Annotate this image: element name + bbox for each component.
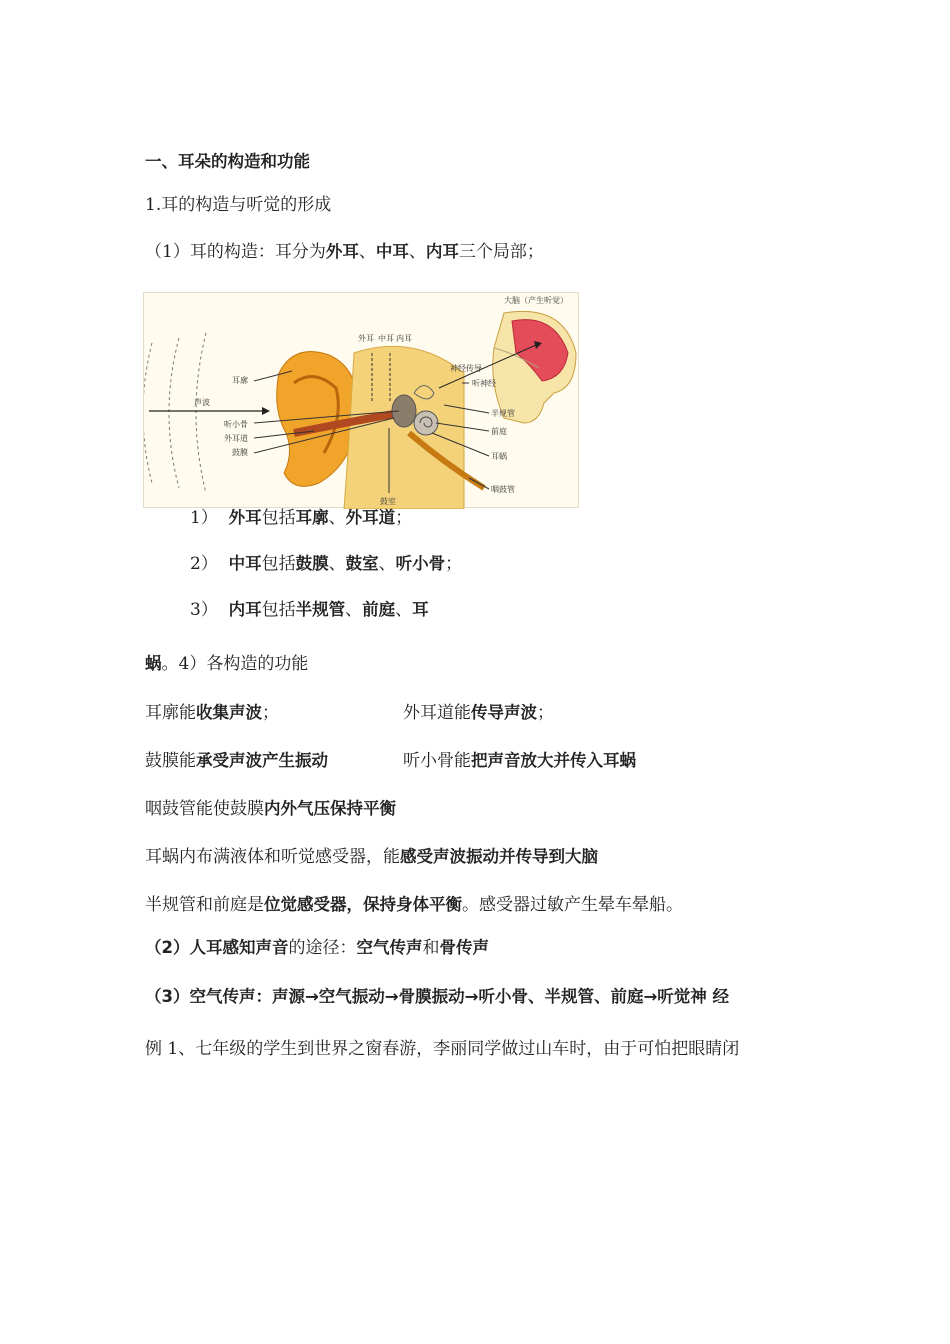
text-bold: 半规管 [295,600,346,619]
text: 、 [378,554,396,574]
text-bold: 内外气压保持平衡 [264,799,396,818]
text: 、 [328,508,346,528]
text: 外耳道能 [403,703,471,723]
text-bold: 位觉感受器，保持身体平衡 [264,895,462,914]
text: 。4）各构造的功能 [161,654,309,674]
text: 耳廓能 [145,703,196,723]
text: 、 [328,554,346,574]
sound-pathway-line [145,936,489,960]
text: 、 [395,600,413,620]
text: 鼓膜能 [145,751,196,771]
text: 包括 [261,554,296,574]
label-cochlea: 耳蜗 [491,452,507,461]
label-middle-ear: 中耳 [378,334,394,343]
text: 、 [345,600,363,620]
text: 听小骨能 [403,751,471,771]
text: 咽鼓管能使鼓膜 [145,799,264,819]
text-bold: 内耳 [425,242,459,261]
text: ； [262,703,279,723]
function-ossicles [403,749,636,773]
subheading: 1.耳的构造与听觉的形成 [145,195,332,215]
function-semicircular [145,893,683,917]
label-eardrum: 鼓膜 [232,448,248,457]
text-bold: 感受声波振动并传导到大脑 [400,847,598,866]
text-bold: 听小骨 [395,554,446,573]
text-bold: 鼓室 [345,554,379,573]
label-inner-ear: 内耳 [396,334,412,343]
text-bold: 把声音放大并传入耳蜗 [471,751,636,770]
text-bold: 外耳 [325,242,359,261]
text-bold: 骨传声 [439,938,489,957]
text-bold: 传导声波 [471,703,537,722]
label-vestibule: 前庭 [491,427,507,436]
section-heading: 一、耳朵的构造和功能 [145,152,310,171]
text-bold: 内耳 [228,600,262,619]
item-number: 2） [190,554,218,574]
text: 半规管和前庭是 [145,895,264,915]
label-nerve-transmission: 神经传导 [450,364,482,373]
text-bold: 空气传声 [356,938,423,957]
text: 、 [408,242,426,262]
text-bold: 外耳 [228,508,262,527]
text: ； [445,554,463,574]
text: （1）耳的构造：耳分为 [145,242,326,262]
text-bold: 中耳 [228,554,262,573]
function-ear-canal [403,701,554,725]
label-auditory-nerve: 听神经 [472,379,496,388]
label-soundwave: 声波 [194,398,210,407]
label-brain: 大脑（产生听觉） [504,296,568,305]
example-line: 例 1、七年级的学生到世界之窗春游，李丽同学做过山车时，由于可怕把眼睛闭 [145,1039,740,1059]
list-item [190,598,429,622]
text-bold: 前庭 [362,600,396,619]
cochlea-continuation-line [145,652,308,676]
text: 。感受器过敏产生晕车晕船。 [462,895,683,915]
label-tympanic-cavity: 鼓室 [380,497,396,506]
item-number: 1） [190,508,218,528]
text: 耳蜗内布满液体和听觉感受器，能 [145,847,400,867]
text-bold: （2）人耳感知声音 [145,938,289,957]
text: ； [395,508,413,528]
function-auricle [145,701,279,725]
text: ； [537,703,554,723]
text-bold: 外耳道 [345,508,396,527]
function-eustachian [145,797,396,821]
list-item [190,552,462,576]
air-conduction-line: （3）空气传声：声源→空气振动→骨膜振动→听小骨、半规管、前庭→听觉神 经 [145,987,730,1006]
text-bold: 承受声波产生振动 [196,751,328,770]
text-bold: 鼓膜 [295,554,329,573]
label-semicircular-canals: 半规管 [491,409,515,418]
text-bold: 耳 [412,600,429,619]
text: 包括 [261,508,296,528]
text-bold: 收集声波 [196,703,262,722]
label-outer-ear: 外耳 [358,334,374,343]
text: 的途径： [288,938,357,958]
ear-structure-line [145,240,544,264]
label-ossicles: 听小骨 [224,420,248,429]
label-auricle: 耳廓 [232,376,248,385]
function-cochlea [145,845,598,869]
text: 三个局部； [458,242,544,262]
text-bold: 蜗 [145,654,162,673]
item-number: 3） [190,600,218,620]
text-bold: 耳廓 [295,508,329,527]
function-eardrum [145,749,328,773]
ear-anatomy-figure [143,292,579,508]
ear-diagram [144,293,580,509]
text-bold: 中耳 [375,242,409,261]
list-item [190,506,412,530]
label-ear-canal: 外耳道 [224,434,248,443]
text: 包括 [261,600,296,620]
text: 和 [422,938,440,958]
text: 、 [358,242,376,262]
label-eustachian-tube: 咽鼓管 [491,485,515,494]
